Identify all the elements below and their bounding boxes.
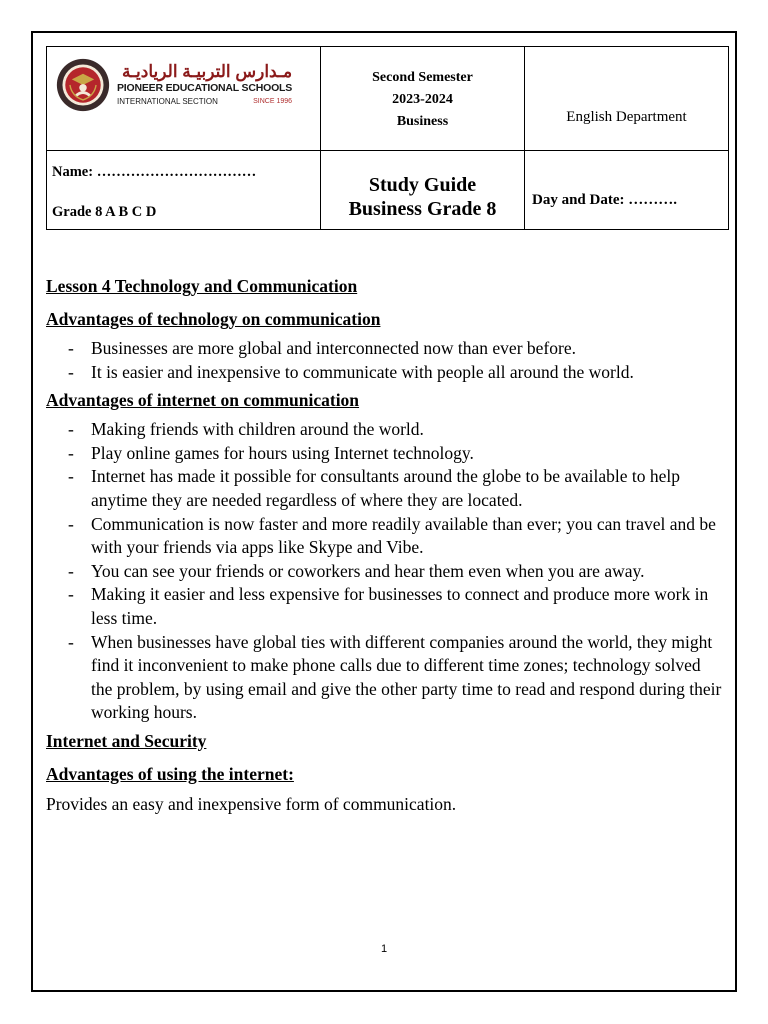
list-item: - Internet has made it possible for consultants around the globe to be available to help anytime they are needed regardless of where they are located.	[66, 465, 726, 512]
list-item: - Communication is now faster and more readily available than ever; you can travel and be with your friends via apps like Skype and Vibe.	[66, 513, 726, 560]
subject-label: Business	[396, 114, 449, 129]
section-heading-technology: Advantages of technology on communication	[46, 309, 381, 329]
internet-advantages-list	[46, 418, 726, 725]
student-info-cell	[47, 151, 321, 230]
school-logo-cell	[47, 47, 321, 151]
department-cell	[525, 47, 729, 151]
list-item: - Making it easier and less expensive for businesses to connect and produce more work in less time.	[66, 583, 726, 630]
header-table	[46, 46, 729, 230]
school-logo-icon	[55, 57, 111, 113]
business-grade-title: Business Grade 8	[348, 198, 497, 220]
section-heading-using-internet: Advantages of using the internet:	[46, 763, 294, 784]
list-item: - Play online games for hours using Internet technology.	[66, 442, 726, 466]
name-field[interactable]: Name: ……………………………	[52, 164, 257, 180]
school-arabic-name: مـدارس التربيـة الرياديـة	[121, 61, 293, 81]
study-guide-title: Study Guide	[368, 174, 477, 196]
study-guide-content	[46, 274, 726, 816]
grade-options: Grade 8 A B C D	[52, 204, 157, 220]
list-item: - When businesses have global ties with different companies around the world, they might find it inconvenient to make phone calls due to different time zones; technology solved the problem, by using email and give the other party time to read and respond during their working hours.	[66, 631, 726, 725]
department-label: English Department	[566, 109, 687, 125]
technology-advantages-list	[46, 337, 726, 384]
since-year: SINCE 1996	[253, 97, 293, 105]
section-heading-security: Internet and Security	[46, 730, 207, 751]
semester-label: Second Semester	[372, 70, 473, 85]
list-item: - You can see your friends or coworkers and hear them even when you are away.	[66, 560, 726, 584]
page-number: 1	[380, 943, 388, 955]
section-heading-internet: Advantages of internet on communication	[46, 390, 360, 411]
academic-year: 2023-2024	[392, 92, 453, 107]
day-date-field[interactable]: Day and Date: ……….	[532, 192, 677, 208]
study-guide-cell	[321, 151, 525, 230]
school-section: INTERNATIONAL SECTION	[117, 96, 218, 106]
lesson-title: Lesson 4 Technology and Communication	[46, 276, 358, 296]
list-item: - It is easier and inexpensive to communicate with people all around the world.	[66, 361, 726, 385]
semester-cell	[321, 47, 525, 151]
list-item: - Businesses are more global and interconnected now than ever before.	[66, 337, 726, 361]
date-cell	[525, 151, 729, 230]
school-name: PIONEER EDUCATIONAL SCHOOLS	[117, 81, 293, 94]
final-paragraph: Provides an easy and inexpensive form of communication.	[46, 793, 457, 814]
list-item: - Making friends with children around the world.	[66, 418, 726, 442]
